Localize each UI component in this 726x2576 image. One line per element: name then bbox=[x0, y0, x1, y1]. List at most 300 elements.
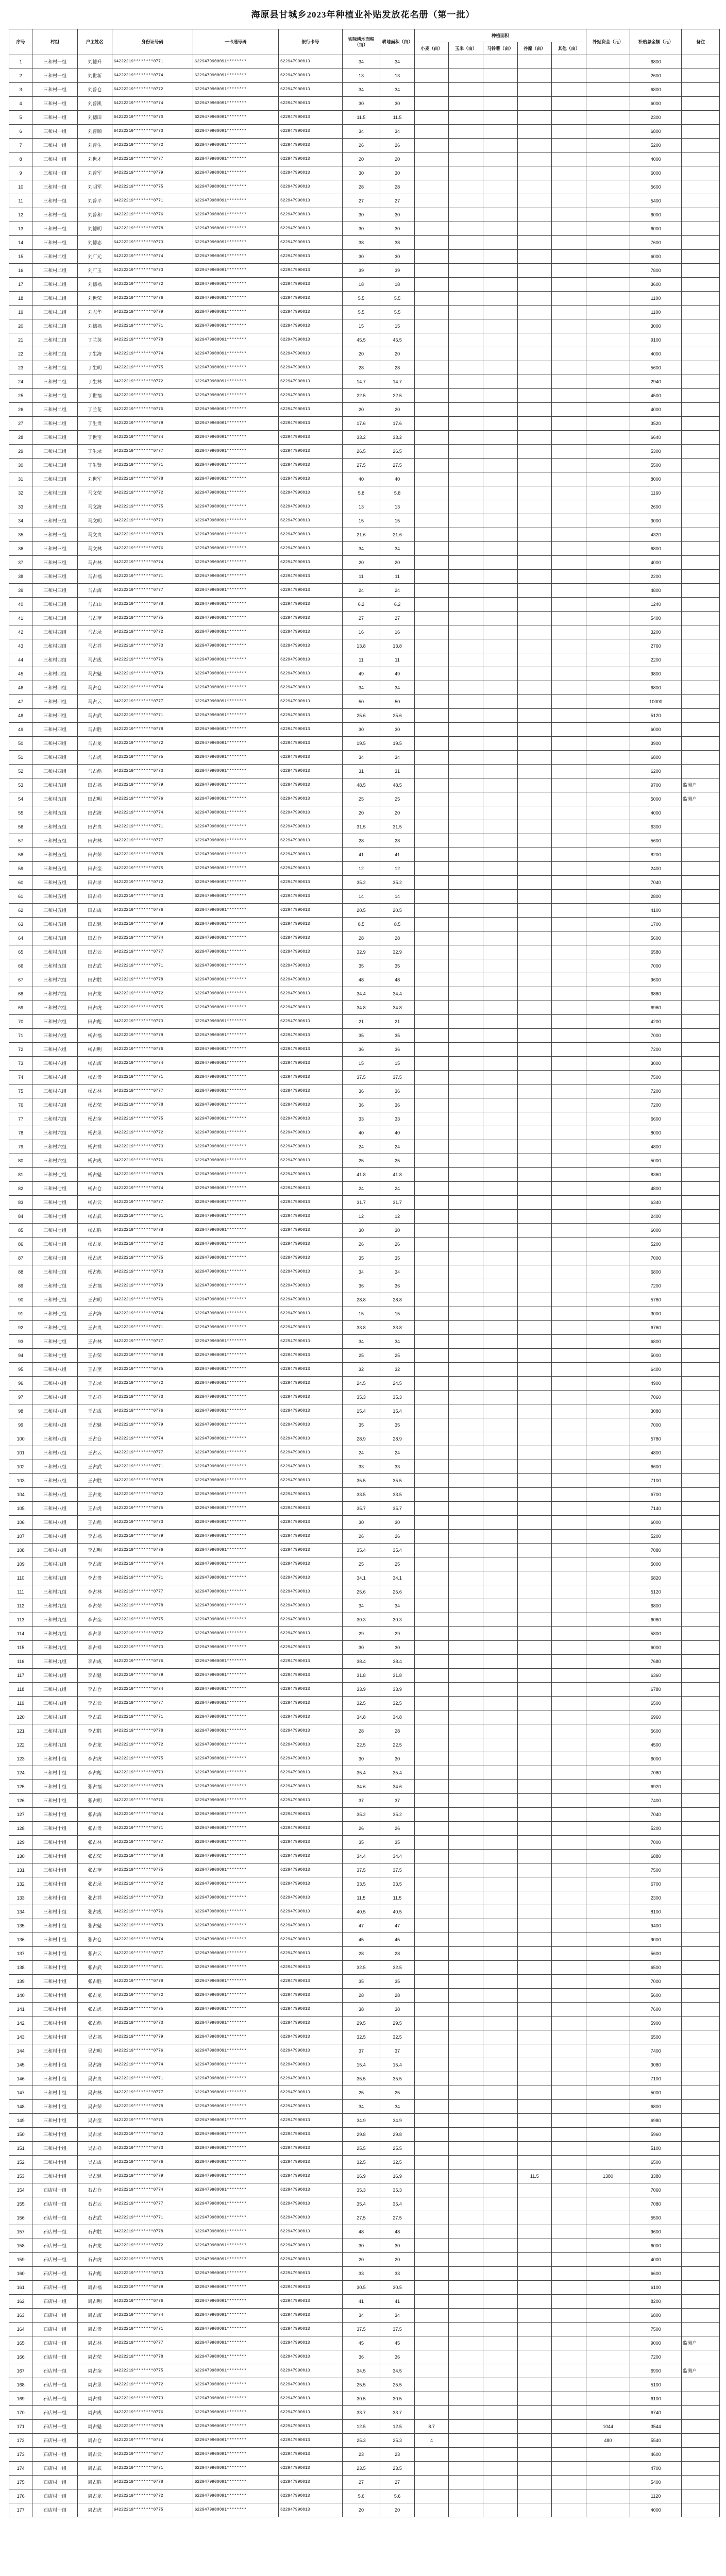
cell-actual-area: 34.5 bbox=[342, 2364, 380, 2378]
cell-total: 6000 bbox=[630, 1224, 682, 1238]
cell-potato bbox=[483, 278, 518, 292]
table-row bbox=[9, 1599, 720, 1613]
cell-actual-area: 30 bbox=[342, 250, 380, 264]
cell-remark bbox=[682, 1154, 720, 1168]
cell-potato bbox=[483, 1975, 518, 1989]
cell-farm-area: 31 bbox=[380, 765, 415, 778]
cell-farm-area: 35.2 bbox=[380, 1808, 415, 1822]
cell-total: 6760 bbox=[630, 1321, 682, 1335]
table-row bbox=[9, 403, 720, 417]
cell-id: 64222219********0773 bbox=[112, 236, 193, 250]
cell-id: 64222219********0773 bbox=[112, 1891, 193, 1905]
cell-bank: 622947990013 bbox=[279, 111, 343, 125]
cell-bank: 622947990013 bbox=[279, 723, 343, 737]
cell-farm-area: 41.8 bbox=[380, 1168, 415, 1182]
cell-actual-area: 30.5 bbox=[342, 2392, 380, 2406]
cell-remark bbox=[682, 2434, 720, 2448]
cell-bank: 622947990013 bbox=[279, 945, 343, 959]
cell-actual-area: 36 bbox=[342, 1279, 380, 1293]
cell-corn bbox=[449, 1196, 483, 1210]
cell-bank: 622947990013 bbox=[279, 2183, 343, 2197]
cell-fee bbox=[586, 1794, 630, 1808]
cell-fee bbox=[586, 1641, 630, 1655]
cell-remark bbox=[682, 1251, 720, 1265]
cell-potato bbox=[483, 2114, 518, 2128]
cell-farm-area: 49 bbox=[380, 667, 415, 681]
cell-corn bbox=[449, 1363, 483, 1377]
cell-head: 张占魁 bbox=[78, 1919, 112, 1933]
cell-head: 刘世荣 bbox=[78, 292, 112, 306]
cell-other bbox=[552, 1863, 586, 1877]
cell-potato bbox=[483, 1321, 518, 1335]
cell-corn bbox=[449, 834, 483, 848]
cell-corn bbox=[449, 445, 483, 459]
cell-potato bbox=[483, 1738, 518, 1752]
cell-remark bbox=[682, 166, 720, 180]
cell-seq: 52 bbox=[9, 765, 32, 778]
cell-corn bbox=[449, 2239, 483, 2253]
cell-bank: 622947990013 bbox=[279, 1571, 343, 1585]
cell-millet bbox=[517, 2114, 552, 2128]
cell-account: 6229479900091******** bbox=[193, 1710, 278, 1724]
cell-actual-area: 25.5 bbox=[342, 2378, 380, 2392]
cell-account: 6229479900091******** bbox=[193, 765, 278, 778]
cell-fee bbox=[586, 584, 630, 598]
cell-head: 刘普仓 bbox=[78, 83, 112, 97]
cell-other bbox=[552, 2392, 586, 2406]
cell-farm-area: 22.5 bbox=[380, 389, 415, 403]
table-row bbox=[9, 709, 720, 723]
cell-total: 2300 bbox=[630, 1891, 682, 1905]
cell-wheat bbox=[414, 1001, 449, 1015]
cell-account: 6229479900091******** bbox=[193, 1182, 278, 1196]
cell-head: 田占魁 bbox=[78, 918, 112, 931]
cell-other bbox=[552, 2211, 586, 2225]
cell-id: 64222219********0778 bbox=[112, 222, 193, 236]
cell-fee bbox=[586, 1224, 630, 1238]
cell-village: 三和村三组 bbox=[32, 528, 78, 542]
cell-farm-area: 15.4 bbox=[380, 2058, 415, 2072]
cell-farm-area: 33.2 bbox=[380, 431, 415, 445]
cell-village: 石店村一组 bbox=[32, 2267, 78, 2281]
cell-remark bbox=[682, 1488, 720, 1502]
cell-seq: 41 bbox=[9, 612, 32, 625]
cell-remark bbox=[682, 2378, 720, 2392]
cell-seq: 64 bbox=[9, 931, 32, 945]
cell-corn bbox=[449, 125, 483, 139]
cell-account: 6229479900091******** bbox=[193, 2016, 278, 2030]
table-row bbox=[9, 1001, 720, 1015]
cell-total: 5760 bbox=[630, 1293, 682, 1307]
cell-other bbox=[552, 1752, 586, 1766]
cell-head: 田占成 bbox=[78, 904, 112, 918]
cell-remark bbox=[682, 1891, 720, 1905]
cell-seq: 20 bbox=[9, 319, 32, 333]
cell-total: 7500 bbox=[630, 1863, 682, 1877]
cell-millet bbox=[517, 1794, 552, 1808]
cell-other bbox=[552, 1154, 586, 1168]
cell-seq: 97 bbox=[9, 1391, 32, 1404]
cell-millet bbox=[517, 361, 552, 375]
cell-total: 5000 bbox=[630, 1557, 682, 1571]
cell-actual-area: 12 bbox=[342, 1210, 380, 1224]
cell-potato bbox=[483, 584, 518, 598]
table-row bbox=[9, 570, 720, 584]
cell-id: 64222219********0779 bbox=[112, 2281, 193, 2295]
cell-account: 6229479900091******** bbox=[193, 375, 278, 389]
cell-potato bbox=[483, 1279, 518, 1293]
table-row bbox=[9, 1544, 720, 1557]
cell-corn bbox=[449, 681, 483, 695]
cell-farm-area: 28 bbox=[380, 1724, 415, 1738]
col-header-bank: 银行卡号 bbox=[279, 29, 343, 55]
cell-account: 6229479900091******** bbox=[193, 1794, 278, 1808]
cell-account: 6229479900091******** bbox=[193, 1015, 278, 1029]
cell-bank: 622947990013 bbox=[279, 528, 343, 542]
table-row bbox=[9, 2142, 720, 2156]
cell-village: 三和村八组 bbox=[32, 1391, 78, 1404]
table-row bbox=[9, 2016, 720, 2030]
cell-other bbox=[552, 1196, 586, 1210]
cell-actual-area: 47 bbox=[342, 1919, 380, 1933]
cell-head: 田占海 bbox=[78, 806, 112, 820]
cell-farm-area: 27.5 bbox=[380, 459, 415, 472]
cell-village: 三和村五组 bbox=[32, 959, 78, 973]
cell-actual-area: 35 bbox=[342, 959, 380, 973]
cell-fee bbox=[586, 2476, 630, 2489]
cell-village: 三和村四组 bbox=[32, 653, 78, 667]
cell-actual-area: 30 bbox=[342, 222, 380, 236]
cell-account: 6229479900091******** bbox=[193, 2058, 278, 2072]
cell-fee bbox=[586, 1766, 630, 1780]
cell-remark bbox=[682, 1126, 720, 1140]
cell-actual-area: 34 bbox=[342, 1599, 380, 1613]
cell-village: 三和村五组 bbox=[32, 931, 78, 945]
table-row bbox=[9, 2044, 720, 2058]
cell-seq: 36 bbox=[9, 542, 32, 556]
cell-remark bbox=[682, 639, 720, 653]
cell-seq: 153 bbox=[9, 2170, 32, 2183]
cell-total: 6800 bbox=[630, 751, 682, 765]
cell-remark bbox=[682, 403, 720, 417]
cell-village: 三和村十组 bbox=[32, 2016, 78, 2030]
cell-seq: 168 bbox=[9, 2378, 32, 2392]
cell-other bbox=[552, 1432, 586, 1446]
cell-id: 64222219********0773 bbox=[112, 1641, 193, 1655]
cell-total: 4800 bbox=[630, 1446, 682, 1460]
cell-corn bbox=[449, 1057, 483, 1071]
cell-millet bbox=[517, 1460, 552, 1474]
cell-id: 64222219********0779 bbox=[112, 1530, 193, 1544]
cell-wheat bbox=[414, 194, 449, 208]
cell-remark bbox=[682, 1780, 720, 1794]
cell-potato bbox=[483, 1544, 518, 1557]
cell-other bbox=[552, 1822, 586, 1836]
cell-id: 64222219********0773 bbox=[112, 2267, 193, 2281]
cell-fee bbox=[586, 2142, 630, 2156]
cell-corn bbox=[449, 1349, 483, 1363]
cell-potato bbox=[483, 848, 518, 862]
cell-village: 石店村一组 bbox=[32, 2225, 78, 2239]
cell-account: 6229479900091******** bbox=[193, 292, 278, 306]
cell-bank: 622947990013 bbox=[279, 1683, 343, 1697]
cell-seq: 80 bbox=[9, 1154, 32, 1168]
cell-remark: 监测户 bbox=[682, 792, 720, 806]
cell-actual-area: 34 bbox=[342, 751, 380, 765]
cell-actual-area: 12.5 bbox=[342, 2420, 380, 2434]
table-row bbox=[9, 1404, 720, 1418]
cell-account: 6229479900091******** bbox=[193, 1238, 278, 1251]
cell-village: 三和村六组 bbox=[32, 1098, 78, 1112]
cell-actual-area: 30 bbox=[342, 1641, 380, 1655]
cell-other bbox=[552, 737, 586, 751]
table-row bbox=[9, 431, 720, 445]
cell-corn bbox=[449, 250, 483, 264]
cell-total: 9000 bbox=[630, 2336, 682, 2350]
cell-remark bbox=[682, 667, 720, 681]
cell-other bbox=[552, 681, 586, 695]
cell-village: 三和村六组 bbox=[32, 1015, 78, 1029]
cell-farm-area: 27 bbox=[380, 2476, 415, 2489]
cell-corn bbox=[449, 375, 483, 389]
cell-head: 张占福 bbox=[78, 1780, 112, 1794]
cell-bank: 622947990013 bbox=[279, 2003, 343, 2016]
cell-bank: 622947990013 bbox=[279, 2295, 343, 2309]
cell-account: 6229479900091******** bbox=[193, 1808, 278, 1822]
cell-seq: 165 bbox=[9, 2336, 32, 2350]
cell-wheat bbox=[414, 2336, 449, 2350]
cell-millet bbox=[517, 2128, 552, 2142]
cell-remark bbox=[682, 876, 720, 890]
cell-fee bbox=[586, 236, 630, 250]
cell-seq: 43 bbox=[9, 639, 32, 653]
cell-head: 刘广玉 bbox=[78, 264, 112, 278]
cell-bank: 622947990013 bbox=[279, 2323, 343, 2336]
table-row bbox=[9, 556, 720, 570]
cell-bank: 622947990013 bbox=[279, 472, 343, 486]
cell-account: 6229479900091******** bbox=[193, 1641, 278, 1655]
cell-fee bbox=[586, 1238, 630, 1251]
cell-remark bbox=[682, 2239, 720, 2253]
cell-head: 田占虎 bbox=[78, 1001, 112, 1015]
cell-total: 6500 bbox=[630, 2156, 682, 2170]
cell-id: 64222219********0775 bbox=[112, 2114, 193, 2128]
cell-remark bbox=[682, 1919, 720, 1933]
cell-id: 64222219********0777 bbox=[112, 2197, 193, 2211]
cell-bank: 622947990013 bbox=[279, 2434, 343, 2448]
cell-account: 6229479900091******** bbox=[193, 1293, 278, 1307]
cell-head: 马文贵 bbox=[78, 528, 112, 542]
cell-total: 6880 bbox=[630, 1850, 682, 1863]
cell-account: 6229479900091******** bbox=[193, 1112, 278, 1126]
cell-village: 三和村五组 bbox=[32, 862, 78, 876]
cell-other bbox=[552, 2476, 586, 2489]
cell-other bbox=[552, 528, 586, 542]
cell-seq: 73 bbox=[9, 1057, 32, 1071]
cell-wheat bbox=[414, 1655, 449, 1669]
cell-village: 石店村一组 bbox=[32, 2392, 78, 2406]
cell-remark bbox=[682, 1613, 720, 1627]
cell-farm-area: 35.2 bbox=[380, 876, 415, 890]
cell-seq: 85 bbox=[9, 1224, 32, 1238]
cell-potato bbox=[483, 417, 518, 431]
cell-wheat bbox=[414, 500, 449, 514]
cell-farm-area: 34.9 bbox=[380, 2114, 415, 2128]
cell-seq: 61 bbox=[9, 890, 32, 904]
cell-remark bbox=[682, 375, 720, 389]
cell-corn bbox=[449, 97, 483, 111]
table-row bbox=[9, 1808, 720, 1822]
cell-head: 杨占贵 bbox=[78, 1071, 112, 1084]
cell-remark bbox=[682, 1084, 720, 1098]
cell-fee bbox=[586, 1126, 630, 1140]
cell-seq: 158 bbox=[9, 2239, 32, 2253]
cell-head: 张占龙 bbox=[78, 1989, 112, 2003]
cell-total: 6700 bbox=[630, 1877, 682, 1891]
cell-bank: 622947990013 bbox=[279, 681, 343, 695]
col-header-millet: 谷糜（亩） bbox=[517, 42, 552, 55]
cell-fee bbox=[586, 2072, 630, 2086]
cell-bank: 622947990013 bbox=[279, 1168, 343, 1182]
cell-id: 64222219********0775 bbox=[112, 2253, 193, 2267]
cell-actual-area: 34 bbox=[342, 542, 380, 556]
table-row bbox=[9, 166, 720, 180]
table-row bbox=[9, 2476, 720, 2489]
cell-bank: 622947990013 bbox=[279, 1627, 343, 1641]
cell-other bbox=[552, 1404, 586, 1418]
cell-other bbox=[552, 2350, 586, 2364]
cell-seq: 18 bbox=[9, 292, 32, 306]
cell-millet bbox=[517, 264, 552, 278]
cell-account: 6229479900091******** bbox=[193, 1084, 278, 1098]
cell-village: 石店村一组 bbox=[32, 2489, 78, 2503]
cell-actual-area: 28.9 bbox=[342, 1432, 380, 1446]
cell-id: 64222219********0775 bbox=[112, 1752, 193, 1766]
col-header-actual-area: 实际耕地面积（亩） bbox=[342, 29, 380, 55]
cell-wheat bbox=[414, 2114, 449, 2128]
cell-potato bbox=[483, 375, 518, 389]
cell-seq: 144 bbox=[9, 2044, 32, 2058]
cell-village: 石店村一组 bbox=[32, 2253, 78, 2267]
cell-account: 6229479900091******** bbox=[193, 1140, 278, 1154]
cell-potato bbox=[483, 1043, 518, 1057]
cell-farm-area: 35.3 bbox=[380, 1391, 415, 1404]
cell-other bbox=[552, 500, 586, 514]
cell-farm-area: 28 bbox=[380, 931, 415, 945]
cell-head: 杨占彪 bbox=[78, 1265, 112, 1279]
cell-farm-area: 33.9 bbox=[380, 1683, 415, 1697]
cell-id: 64222219********0776 bbox=[112, 1293, 193, 1307]
cell-fee bbox=[586, 709, 630, 723]
cell-head: 马占奎 bbox=[78, 612, 112, 625]
cell-head: 石占虎 bbox=[78, 2253, 112, 2267]
cell-bank: 622947990013 bbox=[279, 1710, 343, 1724]
cell-id: 64222219********0776 bbox=[112, 2156, 193, 2170]
cell-corn bbox=[449, 862, 483, 876]
cell-seq: 74 bbox=[9, 1071, 32, 1084]
table-row bbox=[9, 83, 720, 97]
table-row bbox=[9, 2197, 720, 2211]
cell-actual-area: 29.8 bbox=[342, 2128, 380, 2142]
cell-millet bbox=[517, 2281, 552, 2295]
cell-village: 三和村三组 bbox=[32, 431, 78, 445]
cell-id: 64222219********0774 bbox=[112, 2058, 193, 2072]
cell-bank: 622947990013 bbox=[279, 1557, 343, 1571]
cell-potato bbox=[483, 1446, 518, 1460]
cell-id: 64222219********0775 bbox=[112, 751, 193, 765]
cell-account: 6229479900091******** bbox=[193, 1516, 278, 1530]
cell-other bbox=[552, 1766, 586, 1780]
cell-potato bbox=[483, 931, 518, 945]
cell-id: 64222219********0776 bbox=[112, 403, 193, 417]
cell-remark bbox=[682, 486, 720, 500]
cell-farm-area: 30 bbox=[380, 723, 415, 737]
cell-head: 刘普顺 bbox=[78, 125, 112, 139]
cell-potato bbox=[483, 876, 518, 890]
cell-millet bbox=[517, 1224, 552, 1238]
cell-total: 6960 bbox=[630, 1001, 682, 1015]
cell-remark bbox=[682, 264, 720, 278]
cell-remark bbox=[682, 1655, 720, 1669]
cell-corn bbox=[449, 1947, 483, 1961]
cell-wheat bbox=[414, 1335, 449, 1349]
cell-corn bbox=[449, 737, 483, 751]
table-row bbox=[9, 222, 720, 236]
cell-millet bbox=[517, 2253, 552, 2267]
cell-remark bbox=[682, 1238, 720, 1251]
cell-bank: 622947990013 bbox=[279, 1836, 343, 1850]
cell-other bbox=[552, 306, 586, 319]
cell-potato bbox=[483, 222, 518, 236]
cell-id: 64222219********0775 bbox=[112, 1001, 193, 1015]
cell-wheat bbox=[414, 2253, 449, 2267]
cell-millet bbox=[517, 1349, 552, 1363]
cell-remark bbox=[682, 1697, 720, 1710]
cell-fee bbox=[586, 2197, 630, 2211]
cell-total: 5600 bbox=[630, 1989, 682, 2003]
cell-remark bbox=[682, 2448, 720, 2462]
cell-other bbox=[552, 709, 586, 723]
table-row bbox=[9, 2462, 720, 2476]
cell-bank: 622947990013 bbox=[279, 1210, 343, 1224]
cell-potato bbox=[483, 2378, 518, 2392]
cell-corn bbox=[449, 1905, 483, 1919]
cell-corn bbox=[449, 2323, 483, 2336]
table-row bbox=[9, 1530, 720, 1544]
cell-corn bbox=[449, 1836, 483, 1850]
cell-seq: 171 bbox=[9, 2420, 32, 2434]
cell-wheat: 4 bbox=[414, 2434, 449, 2448]
cell-remark bbox=[682, 2003, 720, 2016]
cell-id: 64222219********0771 bbox=[112, 709, 193, 723]
cell-wheat bbox=[414, 862, 449, 876]
cell-bank: 622947990013 bbox=[279, 431, 343, 445]
cell-head: 田占贵 bbox=[78, 820, 112, 834]
cell-actual-area: 32 bbox=[342, 1363, 380, 1377]
cell-seq: 122 bbox=[9, 1738, 32, 1752]
cell-seq: 121 bbox=[9, 1724, 32, 1738]
cell-wheat bbox=[414, 890, 449, 904]
cell-actual-area: 33.2 bbox=[342, 431, 380, 445]
cell-other bbox=[552, 2030, 586, 2044]
cell-potato bbox=[483, 2100, 518, 2114]
cell-corn bbox=[449, 2295, 483, 2309]
cell-seq: 19 bbox=[9, 306, 32, 319]
cell-bank: 622947990013 bbox=[279, 1293, 343, 1307]
cell-millet bbox=[517, 2267, 552, 2281]
cell-head: 杨占福 bbox=[78, 1029, 112, 1043]
cell-potato bbox=[483, 556, 518, 570]
